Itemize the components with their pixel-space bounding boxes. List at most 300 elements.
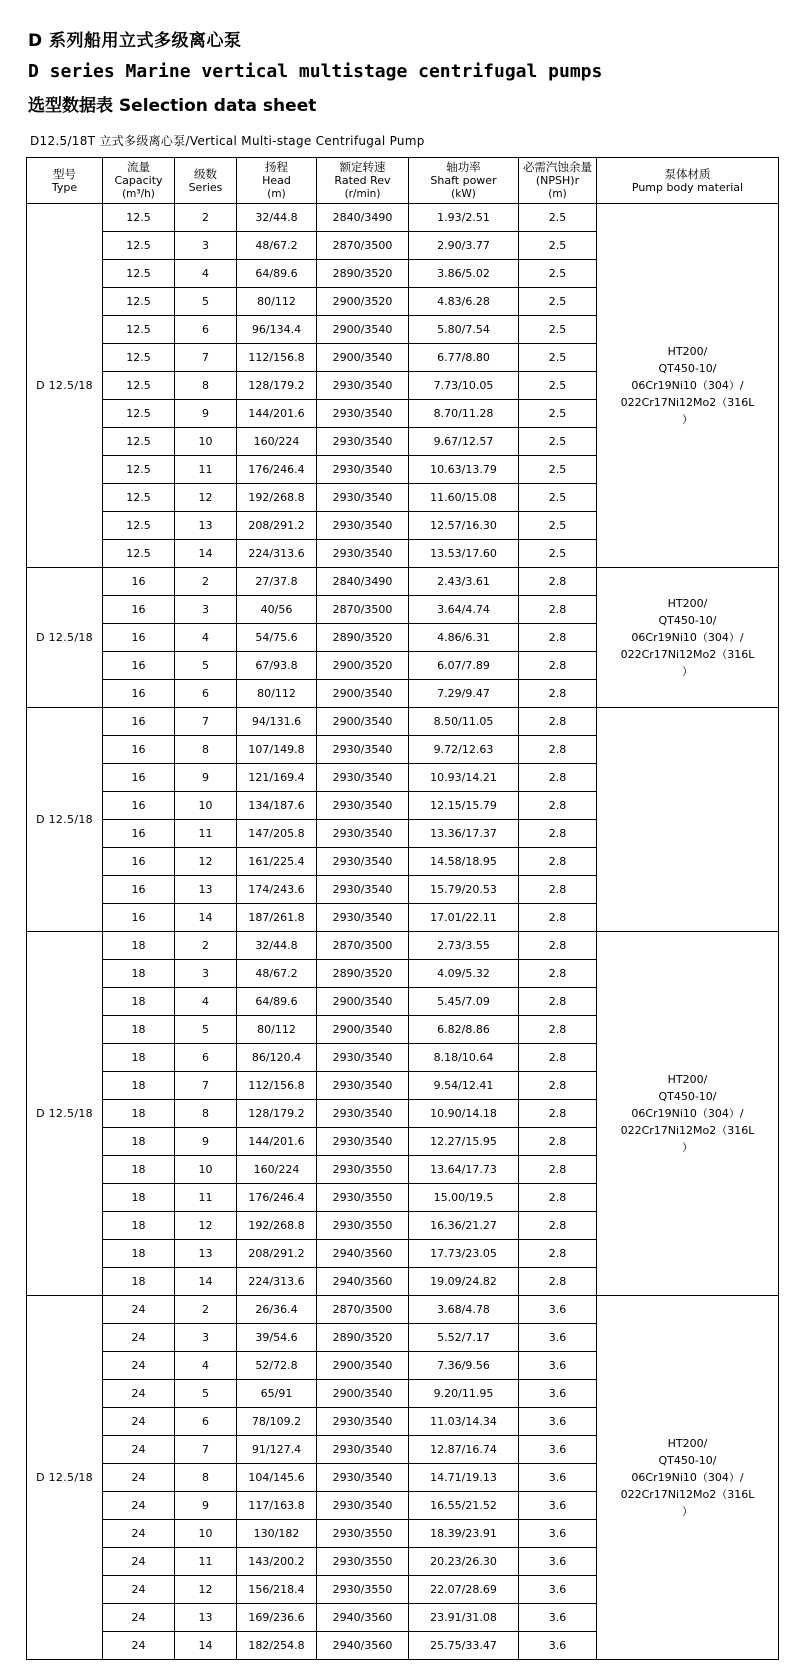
cell-rated-rev: 2870/3500 [317, 1296, 409, 1324]
material-line: QT450-10/ [658, 1454, 717, 1468]
cell-shaft-power: 3.64/4.74 [409, 596, 519, 624]
cell-head: 112/156.8 [237, 1072, 317, 1100]
cell-head: 169/236.6 [237, 1604, 317, 1632]
cell-series: 11 [175, 456, 237, 484]
cell-npsh: 2.5 [519, 428, 597, 456]
cell-npsh: 2.5 [519, 204, 597, 232]
cell-npsh: 2.8 [519, 596, 597, 624]
cell-rated-rev: 2930/3550 [317, 1212, 409, 1240]
cell-series: 12 [175, 1576, 237, 1604]
cell-capacity: 12.5 [103, 344, 175, 372]
cell-capacity: 16 [103, 568, 175, 596]
cell-head: 128/179.2 [237, 372, 317, 400]
cell-series: 7 [175, 708, 237, 736]
cell-npsh: 2.5 [519, 540, 597, 568]
cell-series: 7 [175, 344, 237, 372]
cell-series: 2 [175, 568, 237, 596]
cell-capacity: 18 [103, 1156, 175, 1184]
header-en: Rated Rev [334, 174, 391, 188]
cell-npsh: 3.6 [519, 1576, 597, 1604]
cell-npsh: 2.5 [519, 400, 597, 428]
table-body [27, 204, 779, 1660]
cell-capacity: 24 [103, 1604, 175, 1632]
cell-npsh: 3.6 [519, 1296, 597, 1324]
cell-capacity: 12.5 [103, 232, 175, 260]
header-en: (NPSH)r [535, 174, 580, 188]
cell-head: 176/246.4 [237, 456, 317, 484]
cell-capacity: 16 [103, 820, 175, 848]
cell-series: 8 [175, 1464, 237, 1492]
material-line: HT200/ [667, 1437, 708, 1451]
header-cn: 必需汽蚀余量 [523, 160, 592, 174]
header-en: Series [188, 180, 223, 194]
cell-rated-rev: 2930/3540 [317, 372, 409, 400]
cell-capacity: 24 [103, 1464, 175, 1492]
cell-head: 187/261.8 [237, 904, 317, 932]
cell-shaft-power: 9.20/11.95 [409, 1380, 519, 1408]
cell-shaft-power: 1.93/2.51 [409, 204, 519, 232]
cell-capacity: 18 [103, 1100, 175, 1128]
cell-head: 104/145.6 [237, 1464, 317, 1492]
header-unit: (m) [267, 188, 286, 201]
header-unit: (m) [548, 188, 567, 201]
cell-npsh: 2.8 [519, 904, 597, 932]
cell-shaft-power: 14.71/19.13 [409, 1464, 519, 1492]
cell-shaft-power: 3.68/4.78 [409, 1296, 519, 1324]
cell-npsh: 2.8 [519, 736, 597, 764]
cell-head: 130/182 [237, 1520, 317, 1548]
cell-rated-rev: 2940/3560 [317, 1604, 409, 1632]
cell-npsh: 2.5 [519, 288, 597, 316]
cell-shaft-power: 10.63/13.79 [409, 456, 519, 484]
cell-type: D 12.5/18 [27, 204, 103, 568]
cell-shaft-power: 6.82/8.86 [409, 1016, 519, 1044]
cell-series: 11 [175, 1548, 237, 1576]
cell-npsh: 2.5 [519, 512, 597, 540]
material-line: QT450-10/ [658, 614, 717, 628]
cell-head: 80/112 [237, 1016, 317, 1044]
cell-head: 80/112 [237, 288, 317, 316]
cell-series: 4 [175, 260, 237, 288]
cell-shaft-power: 6.77/8.80 [409, 344, 519, 372]
cell-head: 208/291.2 [237, 512, 317, 540]
cell-shaft-power: 11.60/15.08 [409, 484, 519, 512]
cell-rated-rev: 2890/3520 [317, 1324, 409, 1352]
cell-capacity: 24 [103, 1352, 175, 1380]
cell-rated-rev: 2890/3520 [317, 624, 409, 652]
cell-npsh: 2.8 [519, 960, 597, 988]
cell-npsh: 3.6 [519, 1520, 597, 1548]
cell-rated-rev: 2900/3540 [317, 1016, 409, 1044]
cell-npsh: 2.5 [519, 344, 597, 372]
cell-rated-rev: 2930/3540 [317, 1464, 409, 1492]
cell-rated-rev: 2930/3540 [317, 400, 409, 428]
cell-capacity: 24 [103, 1492, 175, 1520]
material-line: ） [682, 665, 693, 679]
cell-shaft-power: 15.79/20.53 [409, 876, 519, 904]
cell-rated-rev: 2900/3520 [317, 288, 409, 316]
cell-series: 11 [175, 1184, 237, 1212]
cell-shaft-power: 15.00/19.5 [409, 1184, 519, 1212]
cell-material [597, 204, 779, 568]
cell-series: 7 [175, 1072, 237, 1100]
cell-series: 2 [175, 932, 237, 960]
cell-rated-rev: 2930/3550 [317, 1156, 409, 1184]
page-title-cn: D 系列船用立式多级离心泵 [28, 31, 242, 51]
cell-rated-rev: 2900/3540 [317, 708, 409, 736]
cell-rated-rev: 2890/3520 [317, 260, 409, 288]
cell-shaft-power: 18.39/23.91 [409, 1520, 519, 1548]
header-en: Shaft power [430, 174, 497, 188]
cell-type: D 12.5/18 [27, 568, 103, 708]
cell-series: 8 [175, 736, 237, 764]
cell-head: 144/201.6 [237, 1128, 317, 1156]
cell-series: 5 [175, 288, 237, 316]
cell-head: 48/67.2 [237, 960, 317, 988]
cell-capacity: 24 [103, 1548, 175, 1576]
header-unit: (r/min) [344, 188, 381, 201]
cell-head: 174/243.6 [237, 876, 317, 904]
cell-npsh: 2.5 [519, 456, 597, 484]
cell-shaft-power: 10.90/14.18 [409, 1100, 519, 1128]
column-header-type [27, 158, 103, 204]
cell-rated-rev: 2930/3540 [317, 848, 409, 876]
cell-shaft-power: 7.29/9.47 [409, 680, 519, 708]
cell-capacity: 12.5 [103, 260, 175, 288]
cell-npsh: 2.8 [519, 1016, 597, 1044]
cell-rated-rev: 2930/3540 [317, 1408, 409, 1436]
cell-head: 192/268.8 [237, 1212, 317, 1240]
cell-rated-rev: 2900/3540 [317, 680, 409, 708]
cell-npsh: 2.8 [519, 792, 597, 820]
cell-material [597, 568, 779, 708]
column-header-rated-rev [317, 158, 409, 204]
cell-series: 9 [175, 764, 237, 792]
cell-series: 4 [175, 1352, 237, 1380]
cell-npsh: 3.6 [519, 1492, 597, 1520]
cell-capacity: 24 [103, 1380, 175, 1408]
cell-shaft-power: 25.75/33.47 [409, 1632, 519, 1660]
cell-series: 9 [175, 1128, 237, 1156]
cell-shaft-power: 10.93/14.21 [409, 764, 519, 792]
cell-npsh: 2.8 [519, 652, 597, 680]
cell-capacity: 24 [103, 1296, 175, 1324]
cell-capacity: 12.5 [103, 428, 175, 456]
cell-npsh: 2.5 [519, 316, 597, 344]
cell-series: 14 [175, 904, 237, 932]
material-line: HT200/ [667, 597, 708, 611]
cell-npsh: 2.5 [519, 232, 597, 260]
cell-shaft-power: 8.70/11.28 [409, 400, 519, 428]
cell-series: 6 [175, 1408, 237, 1436]
header-en: Capacity [114, 174, 163, 188]
cell-npsh: 2.8 [519, 820, 597, 848]
cell-series: 7 [175, 1436, 237, 1464]
cell-capacity: 16 [103, 708, 175, 736]
cell-head: 112/156.8 [237, 344, 317, 372]
cell-capacity: 24 [103, 1324, 175, 1352]
cell-capacity: 18 [103, 1268, 175, 1296]
cell-rated-rev: 2930/3550 [317, 1576, 409, 1604]
cell-head: 78/109.2 [237, 1408, 317, 1436]
header-en: Type [51, 180, 78, 194]
cell-head: 107/149.8 [237, 736, 317, 764]
material-line: 022Cr17Ni12Mo2（316L [620, 1488, 755, 1502]
cell-npsh: 3.6 [519, 1464, 597, 1492]
cell-npsh: 3.6 [519, 1548, 597, 1576]
cell-rated-rev: 2900/3520 [317, 652, 409, 680]
cell-series: 10 [175, 428, 237, 456]
cell-rated-rev: 2870/3500 [317, 596, 409, 624]
cell-capacity: 12.5 [103, 540, 175, 568]
cell-capacity: 18 [103, 1128, 175, 1156]
material-line: ） [682, 1141, 693, 1155]
cell-head: 94/131.6 [237, 708, 317, 736]
cell-npsh: 3.6 [519, 1604, 597, 1632]
cell-head: 80/112 [237, 680, 317, 708]
column-header-capacity [103, 158, 175, 204]
cell-material [597, 708, 779, 932]
cell-series: 10 [175, 792, 237, 820]
cell-capacity: 24 [103, 1408, 175, 1436]
cell-rated-rev: 2930/3540 [317, 904, 409, 932]
column-header-series [175, 158, 237, 204]
cell-series: 10 [175, 1520, 237, 1548]
table-header [27, 158, 779, 204]
cell-npsh: 2.8 [519, 764, 597, 792]
cell-head: 39/54.6 [237, 1324, 317, 1352]
cell-series: 3 [175, 960, 237, 988]
cell-head: 176/246.4 [237, 1184, 317, 1212]
header-unit: (kW) [451, 188, 476, 201]
cell-capacity: 18 [103, 988, 175, 1016]
cell-type: D 12.5/18 [27, 1296, 103, 1660]
table-row [27, 1296, 779, 1324]
cell-capacity: 16 [103, 624, 175, 652]
cell-head: 65/91 [237, 1380, 317, 1408]
cell-capacity: 18 [103, 1184, 175, 1212]
material-line: ） [682, 413, 693, 427]
cell-npsh: 2.8 [519, 680, 597, 708]
cell-npsh: 2.5 [519, 260, 597, 288]
cell-shaft-power: 2.90/3.77 [409, 232, 519, 260]
cell-npsh: 3.6 [519, 1352, 597, 1380]
cell-capacity: 12.5 [103, 400, 175, 428]
cell-rated-rev: 2900/3540 [317, 344, 409, 372]
cell-rated-rev: 2930/3540 [317, 820, 409, 848]
material-line: 022Cr17Ni12Mo2（316L [620, 396, 755, 410]
cell-series: 12 [175, 1212, 237, 1240]
cell-shaft-power: 2.43/3.61 [409, 568, 519, 596]
cell-capacity: 24 [103, 1632, 175, 1660]
cell-shaft-power: 17.73/23.05 [409, 1240, 519, 1268]
cell-head: 54/75.6 [237, 624, 317, 652]
cell-series: 2 [175, 204, 237, 232]
cell-head: 52/72.8 [237, 1352, 317, 1380]
cell-capacity: 16 [103, 652, 175, 680]
cell-series: 6 [175, 680, 237, 708]
cell-series: 3 [175, 1324, 237, 1352]
cell-shaft-power: 4.83/6.28 [409, 288, 519, 316]
cell-shaft-power: 12.87/16.74 [409, 1436, 519, 1464]
material-line: 022Cr17Ni12Mo2（316L [620, 648, 755, 662]
cell-capacity: 18 [103, 1044, 175, 1072]
material-line: 06Cr19Ni10（304）/ [631, 1107, 744, 1121]
cell-capacity: 16 [103, 764, 175, 792]
cell-capacity: 12.5 [103, 484, 175, 512]
cell-shaft-power: 3.86/5.02 [409, 260, 519, 288]
cell-rated-rev: 2930/3540 [317, 792, 409, 820]
cell-series: 8 [175, 1100, 237, 1128]
cell-shaft-power: 14.58/18.95 [409, 848, 519, 876]
cell-series: 6 [175, 316, 237, 344]
material-line: QT450-10/ [658, 362, 717, 376]
cell-rated-rev: 2940/3560 [317, 1240, 409, 1268]
cell-head: 48/67.2 [237, 232, 317, 260]
column-header-npsh [519, 158, 597, 204]
cell-head: 96/134.4 [237, 316, 317, 344]
table-row [27, 708, 779, 736]
cell-npsh: 2.8 [519, 1100, 597, 1128]
cell-rated-rev: 2930/3550 [317, 1184, 409, 1212]
cell-head: 134/187.6 [237, 792, 317, 820]
cell-head: 144/201.6 [237, 400, 317, 428]
cell-capacity: 24 [103, 1436, 175, 1464]
cell-rated-rev: 2930/3540 [317, 484, 409, 512]
cell-head: 32/44.8 [237, 932, 317, 960]
cell-series: 3 [175, 232, 237, 260]
cell-capacity: 12.5 [103, 456, 175, 484]
header-cn: 额定转速 [339, 160, 386, 174]
header-cn: 轴功率 [446, 160, 481, 174]
cell-series: 14 [175, 1632, 237, 1660]
cell-head: 27/37.8 [237, 568, 317, 596]
header-cn: 扬程 [265, 160, 288, 174]
table-row [27, 204, 779, 232]
cell-series: 14 [175, 1268, 237, 1296]
cell-head: 160/224 [237, 1156, 317, 1184]
cell-shaft-power: 5.45/7.09 [409, 988, 519, 1016]
cell-npsh: 2.5 [519, 484, 597, 512]
cell-rated-rev: 2870/3500 [317, 232, 409, 260]
cell-shaft-power: 5.80/7.54 [409, 316, 519, 344]
cell-npsh: 3.6 [519, 1408, 597, 1436]
cell-series: 4 [175, 988, 237, 1016]
cell-capacity: 16 [103, 876, 175, 904]
cell-npsh: 2.8 [519, 1240, 597, 1268]
material-line: 06Cr19Ni10（304）/ [631, 379, 744, 393]
cell-rated-rev: 2840/3490 [317, 568, 409, 596]
cell-series: 13 [175, 876, 237, 904]
cell-shaft-power: 9.67/12.57 [409, 428, 519, 456]
specification-table [26, 157, 779, 1660]
cell-rated-rev: 2900/3540 [317, 316, 409, 344]
cell-capacity: 12.5 [103, 372, 175, 400]
page-title-en: D series Marine vertical multistage centrifugal pumps [28, 61, 603, 82]
cell-shaft-power: 12.27/15.95 [409, 1128, 519, 1156]
cell-rated-rev: 2930/3550 [317, 1548, 409, 1576]
cell-capacity: 18 [103, 1240, 175, 1268]
cell-npsh: 2.5 [519, 372, 597, 400]
cell-npsh: 2.8 [519, 988, 597, 1016]
header-cn: 流量 [127, 160, 150, 174]
cell-series: 12 [175, 848, 237, 876]
cell-series: 13 [175, 1240, 237, 1268]
cell-series: 11 [175, 820, 237, 848]
cell-npsh: 2.8 [519, 876, 597, 904]
cell-shaft-power: 6.07/7.89 [409, 652, 519, 680]
cell-rated-rev: 2940/3560 [317, 1632, 409, 1660]
cell-npsh: 3.6 [519, 1632, 597, 1660]
cell-shaft-power: 12.15/15.79 [409, 792, 519, 820]
cell-capacity: 16 [103, 736, 175, 764]
table-row [27, 932, 779, 960]
cell-capacity: 18 [103, 1016, 175, 1044]
cell-head: 117/163.8 [237, 1492, 317, 1520]
cell-shaft-power: 9.72/12.63 [409, 736, 519, 764]
cell-npsh: 2.8 [519, 1268, 597, 1296]
cell-capacity: 12.5 [103, 288, 175, 316]
cell-npsh: 3.6 [519, 1380, 597, 1408]
table-caption: D12.5/18T 立式多级离心泵/Vertical Multi-stage Centrifugal Pump [30, 134, 425, 148]
cell-shaft-power: 20.23/26.30 [409, 1548, 519, 1576]
cell-npsh: 2.8 [519, 1044, 597, 1072]
cell-shaft-power: 23.91/31.08 [409, 1604, 519, 1632]
cell-npsh: 2.8 [519, 708, 597, 736]
cell-type: D 12.5/18 [27, 932, 103, 1296]
cell-head: 26/36.4 [237, 1296, 317, 1324]
cell-capacity: 16 [103, 904, 175, 932]
cell-series: 8 [175, 372, 237, 400]
cell-series: 3 [175, 596, 237, 624]
cell-series: 12 [175, 484, 237, 512]
cell-rated-rev: 2930/3540 [317, 1072, 409, 1100]
cell-head: 156/218.4 [237, 1576, 317, 1604]
material-line: 022Cr17Ni12Mo2（316L [620, 1124, 755, 1138]
cell-head: 64/89.6 [237, 260, 317, 288]
cell-rated-rev: 2930/3540 [317, 1128, 409, 1156]
cell-rated-rev: 2930/3540 [317, 512, 409, 540]
cell-head: 32/44.8 [237, 204, 317, 232]
cell-series: 5 [175, 652, 237, 680]
material-line: HT200/ [667, 1073, 708, 1087]
cell-rated-rev: 2930/3540 [317, 540, 409, 568]
cell-shaft-power: 13.64/17.73 [409, 1156, 519, 1184]
cell-shaft-power: 16.36/21.27 [409, 1212, 519, 1240]
page-subtitle-selection: 选型数据表 Selection data sheet [28, 96, 317, 116]
cell-npsh: 2.8 [519, 624, 597, 652]
column-header-shaft-power [409, 158, 519, 204]
cell-series: 13 [175, 512, 237, 540]
header-cn: 级数 [194, 166, 217, 181]
cell-material [597, 1296, 779, 1660]
cell-head: 64/89.6 [237, 988, 317, 1016]
cell-head: 128/179.2 [237, 1100, 317, 1128]
cell-head: 91/127.4 [237, 1436, 317, 1464]
cell-capacity: 16 [103, 680, 175, 708]
cell-head: 182/254.8 [237, 1632, 317, 1660]
cell-capacity: 16 [103, 848, 175, 876]
cell-rated-rev: 2840/3490 [317, 204, 409, 232]
column-header-head [237, 158, 317, 204]
cell-capacity: 12.5 [103, 512, 175, 540]
cell-npsh: 2.8 [519, 1128, 597, 1156]
cell-npsh: 2.8 [519, 1072, 597, 1100]
cell-series: 13 [175, 1604, 237, 1632]
cell-npsh: 2.8 [519, 1156, 597, 1184]
cell-shaft-power: 13.36/17.37 [409, 820, 519, 848]
cell-rated-rev: 2930/3540 [317, 1044, 409, 1072]
